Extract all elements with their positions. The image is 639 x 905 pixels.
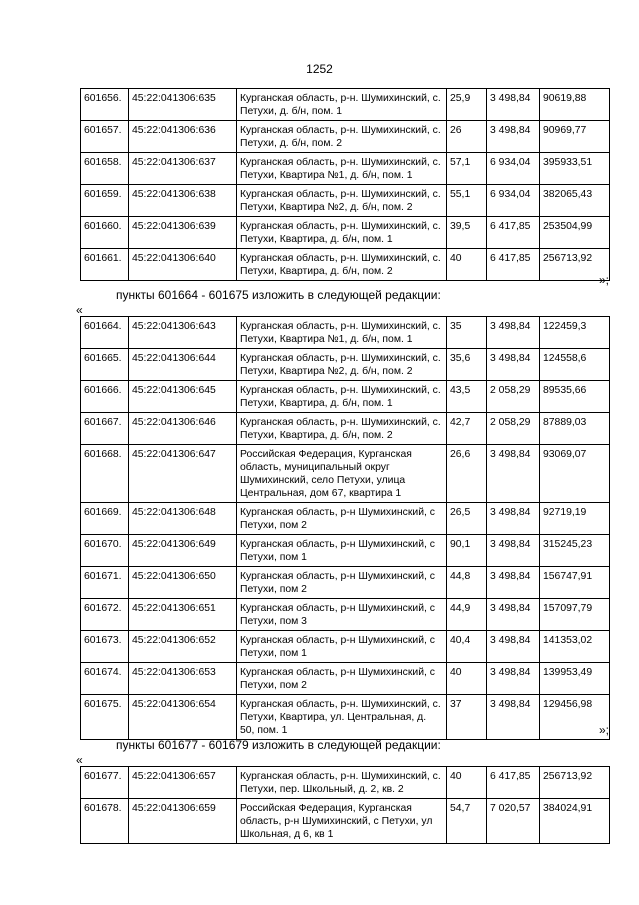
table-row [81, 799, 610, 844]
row-number-cell: 601656. [81, 89, 129, 121]
cadastral-value-cell: 157097,79 [540, 599, 610, 631]
rate-cell: 3 498,84 [487, 317, 540, 349]
table-row [81, 185, 610, 217]
table-row [81, 567, 610, 599]
address-cell: Курганская область, р-н. Шумихинский, с. Петухи, Квартира №1, д. б/н, пом. 1 [237, 153, 447, 185]
row-number-cell: 601661. [81, 249, 129, 281]
table-row [81, 349, 610, 381]
table-row [81, 445, 610, 503]
cadastral-value-cell: 92719,19 [540, 503, 610, 535]
area-cell: 40 [447, 249, 487, 281]
cadastral-value-cell: 129456,98 [540, 695, 610, 740]
closing-quote: »; [598, 273, 609, 287]
address-cell: Курганская область, р-н Шумихинский, с Петухи, пом 2 [237, 663, 447, 695]
cadastral-number-cell: 45:22:041306:653 [129, 663, 237, 695]
area-cell: 44,8 [447, 567, 487, 599]
area-cell: 42,7 [447, 413, 487, 445]
rate-cell: 6 934,04 [487, 185, 540, 217]
table-row [81, 535, 610, 567]
table-row [81, 121, 610, 153]
area-cell: 40,4 [447, 631, 487, 663]
table-row [81, 663, 610, 695]
cadastral-value-cell: 315245,23 [540, 535, 610, 567]
cadastral-number-cell: 45:22:041306:639 [129, 217, 237, 249]
row-number-cell: 601657. [81, 121, 129, 153]
address-cell: Курганская область, р-н Шумихинский, с Петухи, пом 2 [237, 567, 447, 599]
cadastral-number-cell: 45:22:041306:650 [129, 567, 237, 599]
cadastral-number-cell: 45:22:041306:651 [129, 599, 237, 631]
cadastral-number-cell: 45:22:041306:636 [129, 121, 237, 153]
row-number-cell: 601664. [81, 317, 129, 349]
rate-cell: 6 417,85 [487, 217, 540, 249]
rate-cell: 6 417,85 [487, 767, 540, 799]
cadastral-value-cell: 382065,43 [540, 185, 610, 217]
table-row [81, 767, 610, 799]
closing-quote: »; [598, 723, 609, 737]
area-cell: 35 [447, 317, 487, 349]
address-cell: Курганская область, р-н. Шумихинский, с. Петухи, пер. Школьный, д. 2, кв. 2 [237, 767, 447, 799]
row-number-cell: 601677. [81, 767, 129, 799]
rate-cell: 3 498,84 [487, 89, 540, 121]
cadastral-value-cell: 90619,88 [540, 89, 610, 121]
address-cell: Курганская область, р-н Шумихинский, с Петухи, пом 1 [237, 631, 447, 663]
area-cell: 26,6 [447, 445, 487, 503]
cadastral-value-cell: 93069,07 [540, 445, 610, 503]
row-number-cell: 601658. [81, 153, 129, 185]
table-row [81, 89, 610, 121]
table-row [81, 695, 610, 740]
row-number-cell: 601668. [81, 445, 129, 503]
address-cell: Курганская область, р-н. Шумихинский, с. Петухи, Квартира, д. б/н, пом. 2 [237, 413, 447, 445]
address-cell: Российская Федерация, Курганская область, муниципальный округ Шумихинский, село Петухи, улица Центральная, дом 67, квартира 1 [237, 445, 447, 503]
rate-cell: 3 498,84 [487, 599, 540, 631]
row-number-cell: 601673. [81, 631, 129, 663]
rate-cell: 6 417,85 [487, 249, 540, 281]
area-cell: 57,1 [447, 153, 487, 185]
address-cell: Курганская область, р-н Шумихинский, с Петухи, пом 3 [237, 599, 447, 631]
property-table-2 [80, 316, 610, 740]
cadastral-value-cell: 89535,66 [540, 381, 610, 413]
address-cell: Курганская область, р-н. Шумихинский, с. Петухи, Квартира №2, д. б/н, пом. 2 [237, 185, 447, 217]
area-cell: 25,9 [447, 89, 487, 121]
cadastral-value-cell: 256713,92 [540, 767, 610, 799]
rate-cell: 6 934,04 [487, 153, 540, 185]
row-number-cell: 601667. [81, 413, 129, 445]
row-number-cell: 601665. [81, 349, 129, 381]
row-number-cell: 601671. [81, 567, 129, 599]
table-row [81, 217, 610, 249]
table-row [81, 381, 610, 413]
row-number-cell: 601678. [81, 799, 129, 844]
page-number: 1252 [306, 62, 333, 76]
cadastral-number-cell: 45:22:041306:638 [129, 185, 237, 217]
cadastral-number-cell: 45:22:041306:635 [129, 89, 237, 121]
rate-cell: 3 498,84 [487, 445, 540, 503]
amendment-instruction: пункты 601664 - 601675 изложить в следующей редакции: [116, 288, 441, 302]
cadastral-number-cell: 45:22:041306:648 [129, 503, 237, 535]
cadastral-value-cell: 90969,77 [540, 121, 610, 153]
cadastral-number-cell: 45:22:041306:643 [129, 317, 237, 349]
table-row [81, 631, 610, 663]
address-cell: Курганская область, р-н. Шумихинский, с. Петухи, Квартира, ул. Центральная, д. 50, пом. 1 [237, 695, 447, 740]
rate-cell: 3 498,84 [487, 631, 540, 663]
area-cell: 39,5 [447, 217, 487, 249]
address-cell: Курганская область, р-н. Шумихинский, с. Петухи, Квартира, д. б/н, пом. 1 [237, 217, 447, 249]
amendment-instruction: пункты 601677 - 601679 изложить в следующей редакции: [116, 738, 441, 752]
area-cell: 26 [447, 121, 487, 153]
cadastral-number-cell: 45:22:041306:645 [129, 381, 237, 413]
table-row [81, 413, 610, 445]
address-cell: Курганская область, р-н. Шумихинский, с. Петухи, Квартира №1, д. б/н, пом. 1 [237, 317, 447, 349]
cadastral-value-cell: 156747,91 [540, 567, 610, 599]
area-cell: 26,5 [447, 503, 487, 535]
cadastral-number-cell: 45:22:041306:646 [129, 413, 237, 445]
area-cell: 54,7 [447, 799, 487, 844]
rate-cell: 3 498,84 [487, 567, 540, 599]
address-cell: Российская Федерация, Курганская область, р-н Шумихинский, с Петухи, ул Школьная, д 6, кв 1 [237, 799, 447, 844]
rate-cell: 2 058,29 [487, 413, 540, 445]
rate-cell: 7 020,57 [487, 799, 540, 844]
rate-cell: 3 498,84 [487, 535, 540, 567]
row-number-cell: 601675. [81, 695, 129, 740]
area-cell: 37 [447, 695, 487, 740]
cadastral-value-cell: 256713,92 [540, 249, 610, 281]
area-cell: 35,6 [447, 349, 487, 381]
cadastral-number-cell: 45:22:041306:657 [129, 767, 237, 799]
table-row [81, 153, 610, 185]
rate-cell: 3 498,84 [487, 695, 540, 740]
property-table-3 [80, 766, 610, 844]
cadastral-number-cell: 45:22:041306:647 [129, 445, 237, 503]
address-cell: Курганская область, р-н. Шумихинский, с. Петухи, Квартира №2, д. б/н, пом. 2 [237, 349, 447, 381]
rate-cell: 3 498,84 [487, 121, 540, 153]
property-table-1 [80, 88, 610, 281]
cadastral-value-cell: 384024,91 [540, 799, 610, 844]
cadastral-value-cell: 139953,49 [540, 663, 610, 695]
area-cell: 43,5 [447, 381, 487, 413]
table-body [81, 89, 610, 281]
rate-cell: 3 498,84 [487, 663, 540, 695]
table-row [81, 249, 610, 281]
row-number-cell: 601672. [81, 599, 129, 631]
table-row [81, 317, 610, 349]
cadastral-value-cell: 395933,51 [540, 153, 610, 185]
rate-cell: 2 058,29 [487, 381, 540, 413]
row-number-cell: 601659. [81, 185, 129, 217]
area-cell: 55,1 [447, 185, 487, 217]
area-cell: 40 [447, 767, 487, 799]
cadastral-number-cell: 45:22:041306:659 [129, 799, 237, 844]
cadastral-value-cell: 87889,03 [540, 413, 610, 445]
address-cell: Курганская область, р-н Шумихинский, с Петухи, пом 2 [237, 503, 447, 535]
cadastral-value-cell: 122459,3 [540, 317, 610, 349]
cadastral-number-cell: 45:22:041306:649 [129, 535, 237, 567]
area-cell: 90,1 [447, 535, 487, 567]
row-number-cell: 601669. [81, 503, 129, 535]
table-body [81, 767, 610, 844]
table-row [81, 599, 610, 631]
area-cell: 40 [447, 663, 487, 695]
row-number-cell: 601670. [81, 535, 129, 567]
address-cell: Курганская область, р-н Шумихинский, с Петухи, пом 1 [237, 535, 447, 567]
cadastral-number-cell: 45:22:041306:644 [129, 349, 237, 381]
row-number-cell: 601660. [81, 217, 129, 249]
row-number-cell: 601666. [81, 381, 129, 413]
table-row [81, 503, 610, 535]
cadastral-number-cell: 45:22:041306:652 [129, 631, 237, 663]
rate-cell: 3 498,84 [487, 503, 540, 535]
row-number-cell: 601674. [81, 663, 129, 695]
cadastral-number-cell: 45:22:041306:637 [129, 153, 237, 185]
address-cell: Курганская область, р-н. Шумихинский, с. Петухи, д. б/н, пом. 1 [237, 89, 447, 121]
rate-cell: 3 498,84 [487, 349, 540, 381]
opening-quote: « [76, 753, 83, 767]
address-cell: Курганская область, р-н. Шумихинский, с. Петухи, Квартира, д. б/н, пом. 1 [237, 381, 447, 413]
cadastral-number-cell: 45:22:041306:654 [129, 695, 237, 740]
address-cell: Курганская область, р-н. Шумихинский, с. Петухи, д. б/н, пом. 2 [237, 121, 447, 153]
cadastral-value-cell: 124558,6 [540, 349, 610, 381]
address-cell: Курганская область, р-н. Шумихинский, с. Петухи, Квартира, д. б/н, пом. 2 [237, 249, 447, 281]
cadastral-number-cell: 45:22:041306:640 [129, 249, 237, 281]
area-cell: 44,9 [447, 599, 487, 631]
cadastral-value-cell: 253504,99 [540, 217, 610, 249]
opening-quote: « [76, 303, 83, 317]
cadastral-value-cell: 141353,02 [540, 631, 610, 663]
table-body [81, 317, 610, 740]
